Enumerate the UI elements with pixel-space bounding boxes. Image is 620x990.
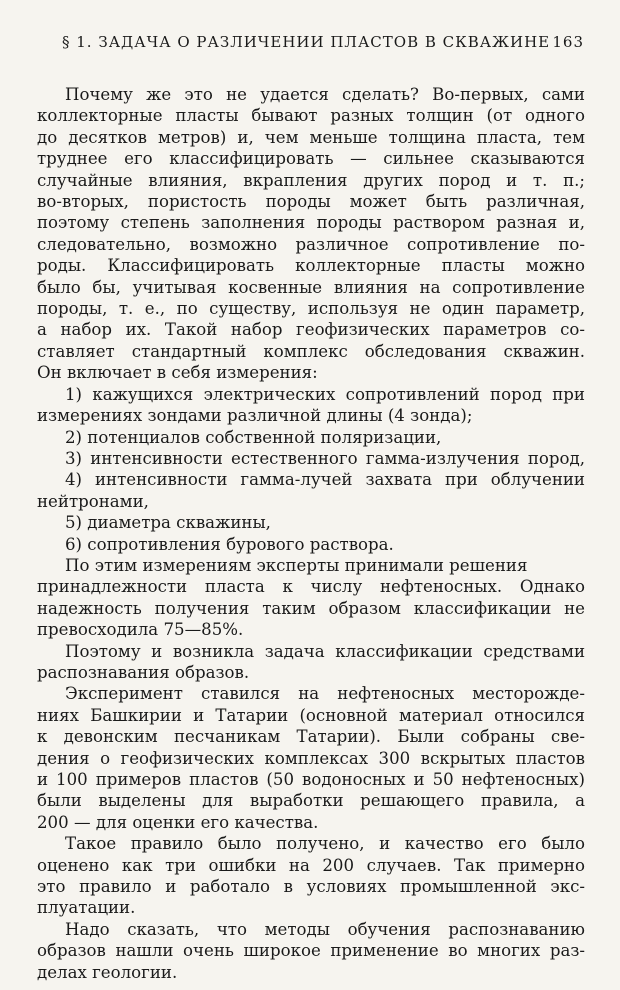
text-line: случайные влияния, вкрапления других пород и т. п.; [37,170,585,190]
text-line: плуатации. [37,898,136,918]
text-line: Надо сказать, что методы обучения распознаванию [65,919,585,939]
text-line: распознавания образов. [37,662,250,682]
text-line: 1) кажущихся электрических сопротивлений пород при [65,384,585,404]
text-line: Он включает в себя измерения: [37,363,318,383]
text-line: Такое правило было получено, и качество его было [65,834,585,854]
text-line: были выделены для выработки решающего правила, а [37,791,585,811]
text-line: По этим измерениям эксперты принимали решения [65,555,528,575]
text-line: 2) потенциалов собственной поляризации, [65,427,442,447]
section-title: § 1. ЗАДАЧА О РАЗЛИЧЕНИИ ПЛАСТОВ В СКВАЖИНЕ [62,33,551,51]
text-line: ставляет стандартный комплекс обследования скважин. [37,341,585,361]
text-line: принадлежности пласта к числу нефтеносных. Однако [37,577,585,597]
running-head [62,33,584,51]
text-line: Эксперимент ставился на нефтеносных месторожде- [65,684,585,704]
text-line: и 100 примеров пластов (50 водоносных и 50 нефтеносных) [37,770,585,789]
text-line: во-вторых, пористость породы может быть различная, [37,192,585,212]
text-line: надежность получения таким образом классификации не [37,598,585,618]
text-line: образов нашли очень широкое применение во многих раз- [37,941,585,961]
text-line: роды. Классифицировать коллекторные пласты можно [37,256,585,276]
text-line: Почему же это не удается сделать? Во-первых, сами [65,85,585,104]
text-line: породы, т. е., по существу, используя не один параметр, [37,299,585,319]
text-line: 6) сопротивления бурового раствора. [65,534,394,554]
text-line: это правило и работало в условиях промышленной экс- [37,877,585,897]
text-line: к девонским песчаникам Татарии). Были собраны све- [37,727,585,747]
text-line: превосходила 75—85%. [37,620,244,640]
body-text [37,84,585,983]
text-line: следовательно, возможно различное сопротивление по- [37,234,585,254]
text-line: ниях Башкирии и Татарии (основной материал относился [37,705,585,725]
page-number: 163 [552,33,584,51]
text-line: 200 — для оценки его качества. [37,812,319,832]
text-line: нейтронами, [37,491,149,511]
text-line: труднее его классифицировать — сильнее сказываются [37,149,585,169]
text-line: коллекторные пласты бывают разных толщин (от одного [37,106,585,126]
text-line: измерениях зондами различной длины (4 зонда); [37,406,473,426]
text-line: 4) интенсивности гамма-лучей захвата при облучении [65,470,585,490]
text-line: а набор их. Такой набор геофизических параметров со- [37,320,585,340]
text-line: до десятков метров) и, чем меньше толщина пласта, тем [37,127,585,147]
text-line: делах геологии. [37,962,178,982]
text-line: 3) интенсивности естественного гамма-излучения пород, [65,448,585,468]
text-line: 5) диаметра скважины, [65,513,271,533]
text-line: Поэтому и возникла задача классификации средствами [65,641,585,661]
text-line: оценено как три ошибки на 200 случаев. Так примерно [37,855,585,875]
text-line: дения о геофизических комплексах 300 вскрытых пластов [37,748,585,768]
text-line: было бы, учитывая косвенные влияния на сопротивление [37,277,585,297]
text-line: поэтому степень заполнения породы раствором разная и, [37,213,585,233]
